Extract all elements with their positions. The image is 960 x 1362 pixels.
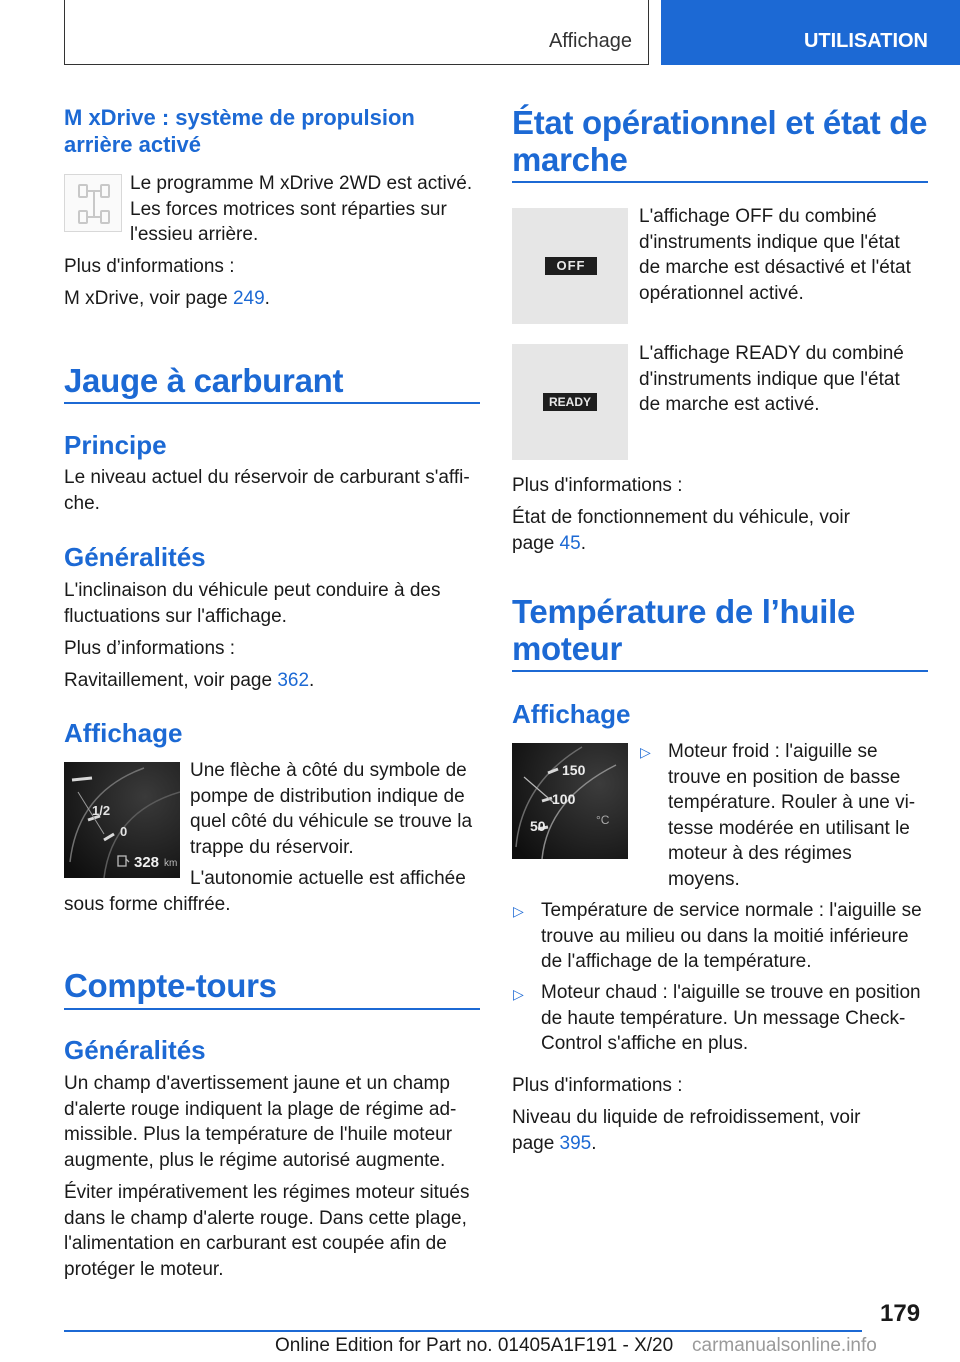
- state-page-link[interactable]: 45: [559, 532, 581, 554]
- fuel-gauge-title: Jauge à carburant: [64, 362, 344, 399]
- oil-temp-title: Température de l’huile moteur: [512, 593, 856, 667]
- oil-mark-150: 150: [562, 762, 586, 778]
- bullet-arrow-icon: ▷: [513, 986, 524, 1002]
- state-more-info: Plus d'informations :: [512, 475, 683, 496]
- principe-heading: Principe: [64, 430, 167, 460]
- rev-generalites-heading: Généralités: [64, 1035, 206, 1065]
- mxdrive-description: Le programme M xDrive 2WD est activé. Les forces motrices sont réparties sur l'essieu arrière.: [130, 173, 473, 245]
- mxdrive-2wd-icon: [64, 174, 122, 232]
- oil-mark-50: 50: [530, 818, 546, 834]
- header-chapter-tab: [661, 0, 960, 65]
- mxdrive-page-link[interactable]: 249: [232, 288, 265, 309]
- fuel-title-rule: [64, 402, 480, 404]
- mxdrive-reference: M xDrive, voir page 249.: [64, 288, 270, 309]
- mxdrive-more-info: Plus d'informations :: [64, 256, 235, 277]
- affichage-text2-line1: L'autonomie actuelle est affichée: [190, 868, 466, 889]
- rev-text-1: Un champ d'avertissement jaune et un champ d'alerte rouge indiquent la plage de régime ad‐ missible. Plus la température de l'huile moteur augmente, plus le régime autorisé augmente.: [64, 1073, 457, 1171]
- bullet-arrow-icon: ▷: [513, 903, 524, 919]
- ready-indicator-image: [512, 344, 628, 460]
- oil-mark-100: 100: [552, 791, 576, 807]
- affichage-heading: Affichage: [64, 718, 183, 748]
- oil-unit-celsius: °C: [596, 813, 610, 827]
- generalites-reference: Ravitaillement, voir page 362.: [64, 670, 315, 691]
- off-description: L'affichage OFF du combiné d'instruments indique que l'état de marche est désactivé et l'état opérationnel activé.: [639, 206, 911, 304]
- header-chapter-label: UTILISATION: [803, 30, 928, 52]
- principe-text: Le niveau actuel du réservoir de carburant s'affi‐ che.: [64, 467, 470, 514]
- state-reference: État de fonctionnement du véhicule, voir page 45.: [512, 507, 850, 554]
- footer-edition: Online Edition for Part no. 01405A1F191 - X/20: [275, 1335, 674, 1356]
- state-title-rule: [512, 181, 928, 183]
- affichage-text2-line2: sous forme chiffrée.: [64, 894, 231, 915]
- fuel-mark-half: 1/2: [92, 803, 111, 818]
- footer-watermark: carmanualsonline.info: [692, 1335, 877, 1356]
- fuel-gauge-image: [64, 762, 180, 878]
- refuel-page-link[interactable]: 362: [277, 670, 310, 691]
- fuel-range-value: 328: [134, 854, 160, 871]
- page-number: 179: [880, 1300, 921, 1327]
- coolant-page-link[interactable]: 395: [559, 1132, 592, 1154]
- bullet-arrow-icon: ▷: [640, 744, 651, 760]
- off-indicator-image: [512, 208, 628, 324]
- bullet-normal-temp: Température de service normale : l'aiguille se trouve au milieu ou dans la moitié inférieure de l'affichage de la température.: [541, 900, 922, 972]
- header-section-title: Affichage: [548, 30, 632, 52]
- generalites-heading: Généralités: [64, 542, 206, 572]
- rev-title-rule: [64, 1008, 480, 1010]
- header-section-box: [64, 0, 649, 65]
- oil-affichage-heading: Affichage: [512, 699, 631, 729]
- fuel-mark-zero: 0: [120, 824, 128, 839]
- ready-description: L'affichage READY du combiné d'instruments indique que l'état de marche est activé.: [639, 343, 904, 415]
- oil-temp-gauge-image: [512, 743, 628, 859]
- off-indicator-label: OFF: [545, 257, 597, 275]
- fuel-range-unit: km: [164, 858, 178, 869]
- bullet-hot-engine: Moteur chaud : l'aiguille se trouve en position de haute température. Un message Check- Control s'affiche en plus.: [541, 982, 921, 1054]
- oil-more-info: Plus d'informations :: [512, 1075, 683, 1096]
- rev-text-2: Éviter impérativement les régimes moteur situés dans le champ d'alerte rouge. Dans cette plage, l'alimentation en carburant est coupée afin de protéger le moteur.: [64, 1182, 470, 1280]
- rev-counter-title: Compte-tours: [64, 967, 277, 1004]
- mxdrive-heading: M xDrive : système de propulsion arrière activé: [64, 105, 415, 157]
- bullet-cold-engine: Moteur froid : l'aiguille se trouve en position de basse température. Rouler à une vi‐ tesse modérée en utilisant le moteur à des régimes moyens.: [668, 741, 916, 890]
- oil-title-rule: [512, 670, 928, 672]
- generalites-text: L'inclinaison du véhicule peut conduire à des fluctuations sur l'affichage.: [64, 580, 441, 627]
- affichage-text: Une flèche à côté du symbole de pompe de distribution indique de quel côté du véhicule se trouve la trappe du réservoir.: [190, 760, 473, 858]
- state-title: État opérationnel et état de marche: [512, 104, 928, 178]
- ready-indicator-label: READY: [543, 393, 597, 411]
- generalites-more-info: Plus d’informations :: [64, 638, 236, 659]
- footer-rule: [64, 1330, 862, 1332]
- oil-reference: Niveau du liquide de refroidissement, voir page 395.: [512, 1107, 861, 1154]
